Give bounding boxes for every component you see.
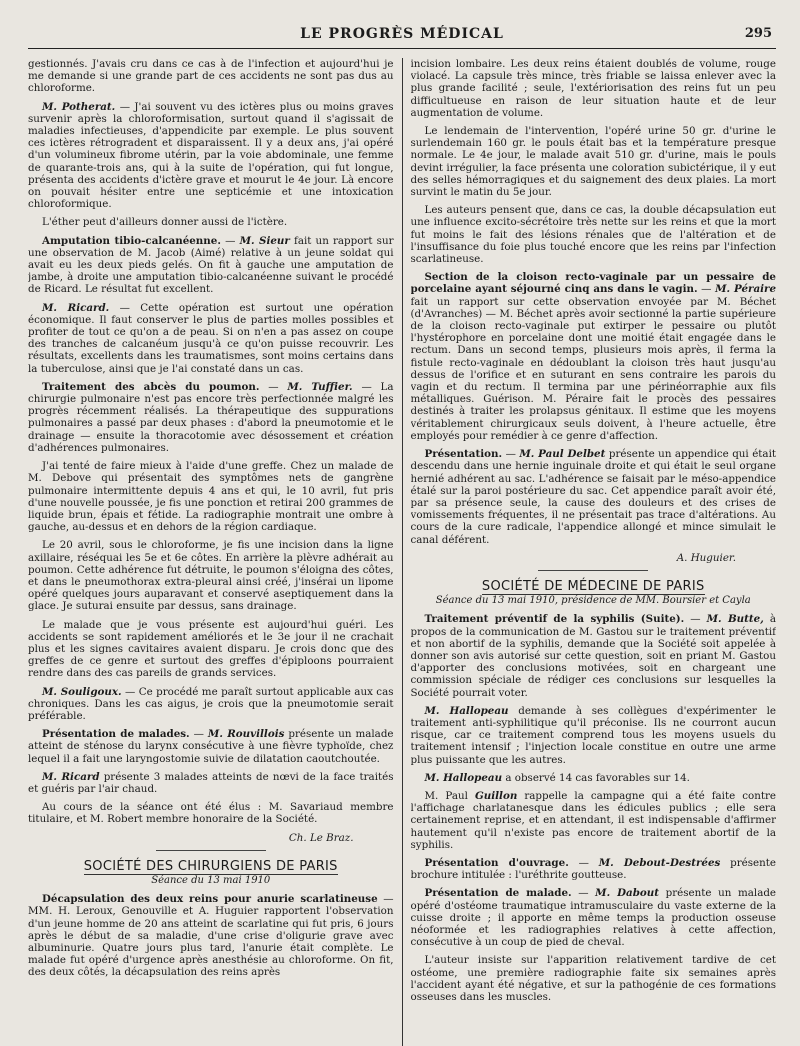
paragraph-text: à propos de la communication de M. Gastou sur le traitement préventif et non abortif de la syphilis, demande que la Société soit appelée à donner son avis autorisé sur cette question, soit en priant M. Gastou d'apporter des conclusions motivées, soit en chargeant une commission spéciale de rédiger ces conclusions sur lesquelles la Société pourrait voter.: [410, 613, 776, 699]
section-heading: Décapsulation des deux reins pour anurie scarlatineuse: [42, 893, 378, 906]
paragraph: Le malade que je vous présente est aujourd'hui guéri. Les accidents se sont rapidement améliorés et le 3e jour il ne crachait plus et les signes cavitaires avaient disparu. Je crois donc que des greffes de ce genre et surtout des greffes d'épiploons pourraient rendre dans des cas pareils de grands services.: [28, 618, 394, 680]
paragraph: [411, 772, 777, 784]
session-date: Séance du 13 mai 1910, présidence de MM. Boursier et Cayla: [435, 595, 751, 607]
page-header: [28, 22, 776, 49]
section-heading: Présentation de malade.: [424, 887, 572, 900]
speaker-name: M. Tuffier.: [287, 380, 353, 393]
paragraph-text: rappelle la campagne qui a été faite contre l'affichage charlatanesque dans les édicules publics ; elle sera certainement reprise, et en attendant, il est indispensable d'affirmer hautement qu'il n'existe pas encore de traitement abortif de la syphilis.: [410, 789, 776, 851]
paragraph-text: — J'ai souvent vu des ictères plus ou moins graves survenir après la chloroformisation, surtout quand il s'agissait de maladies infectieuses, d'appendicite par exemple. Le plus souvent ces ictères rétrogradent et disparaissent. Il y a deux ans, j'ai opéré d'un volumineux fibrome utérin, par la voie abdominale, une femme de quarante-trois ans, qui à la suite de l'opération, qui fut longue, présenta des accidents d'ictère grave et mourut le 4e jour. Là encore on pouvait hésiter entre une septicémie et une intoxication chloroformique.: [28, 100, 394, 211]
speaker-name: M. Butte,: [706, 613, 764, 626]
speaker-name: M. Paul Delbet: [519, 448, 606, 461]
section-heading: Présentation de malades.: [42, 728, 190, 741]
speaker-name: M. Ricard.: [42, 301, 110, 314]
speaker-name: M. Souligoux.: [42, 685, 122, 698]
speaker-name: M. Dabout: [595, 887, 660, 900]
running-title: LE PROGRÈS MÉDICAL: [300, 26, 504, 42]
paragraph: Présentation de malades. — M. Rouvillois présente un malade atteint de sténose du larynx consécutive à une fièvre typhoïde, chez lequel il a fait une laryngostomie suivie de dilatation caoutchoutée.: [28, 728, 394, 765]
paragraph-text: présente brochure intitulée : l'uréthrite goutteuse.: [410, 856, 776, 882]
society-title: SOCIÉTÉ DES CHIRURGIENS DE PARIS: [83, 858, 338, 874]
speaker-name: M. Debout-Destrées: [598, 856, 721, 869]
paragraph: Présentation. — M. Paul Delbet présente un appendice qui était descendu dans une hernie inguinale droite et qui était le seul organe hernié adhérent au sac. L'adhérence se faisait par le méso-appendice étalé sur la paroi postérieure du sac. Cet appendice paraît avoir été, par sa présence seule, la cause des douleurs et des crises de vomissements fréquentes, il ne présentait pas trace d'altérations. Au cours de la cure radicale, l'appendice allongé et mince simulait le canal déférent.: [410, 448, 776, 546]
section-heading: Traitement préventif de la syphilis (Suite).: [424, 613, 685, 626]
paragraph: [28, 302, 394, 375]
speaker-name: M. Sieur: [239, 234, 290, 247]
paragraph: J'ai tenté de faire mieux à l'aide d'une greffe. Chez un malade de M. Debove qui présentait des symptômes nets de gangrène pulmonaire intermittente depuis 4 ans et qui, le 10 avril, fut pris d'une nouvelle poussée, je fis une ponction et retirai 200 grammes de liquide brun, épais et fétide. La radiographie montrait une ombre à gauche, au-dessus et en dehors de la région cardiaque.: [28, 460, 394, 534]
column-divider: [402, 58, 403, 1046]
paragraph-text: a observé 14 cas favorables sur 14.: [502, 771, 690, 784]
speaker-name: M. Potherat.: [42, 100, 116, 113]
section-heading: Amputation tibio-calcanéenne.: [42, 234, 221, 247]
paragraph-text: présente un malade opéré d'ostéome traumatique intramusculaire du vaste externe de la cuisse droite ; il apporte en même temps la production osseuse néoformée et les radiographies relatives à cette affection, consécutive à un coup de pied de cheval.: [410, 887, 776, 949]
paragraph-text: fait un rapport sur cette observation envoyée par M. Béchet (d'Avranches) — M. Béchet après avoir sectionné la partie supérieure de la cloison recto-vaginale put extirper le pessaire ou plutôt l'hystérophore en porcelaine dont une moitié était engagée dans le rectum. Dans un second temps, plusieurs mois après, il ferma la fistule recto-vaginale en dédoublant la cloison très haut jusqu'au dessus de l'orifice et en suturant en sens contraire les parois du vagin et du rectum. Il termina par une périnéorraphie aux fils métalliques. Guérison. M. Péraire fait le procès des pessaires destinés à traiter les prolapsus génitaux. Il estime que les moyens véritablement chirurgicaux seuls doivent, à l'heure actuelle, être employés pour remédier à ce genre d'affection.: [410, 295, 776, 442]
paragraph: [28, 893, 394, 978]
speaker-name: M. Ricard: [42, 770, 100, 783]
paragraph-text: présente un appendice qui était descendu dans une hernie inguinale droite et qui était le seul organe hernié adhérent au sac. L'adhérence se faisait par le méso-appendice étalé sur la paroi postérieure du sac. Cet appendice paraît avoir été, par sa présence seule, la cause des douleurs et des crises de vomissements fréquentes, il ne présentait pas trace d'altérations. Au cours de la cure radicale, l'appendice allongé et mince simulait le canal déférent.: [410, 448, 776, 546]
paragraph: Traitement des abcès du poumon. — M. Tuffier. — La chirurgie pulmonaire n'est pas encore très perfectionnée malgré les progrès récemment réalisés. La thérapeutique des suppurations pulmonaires a passé par deux phases : d'abord la pneumotomie et le drainage — ensuite la thoracotomie avec désossement et création d'adhérences pulmonaires.: [28, 380, 394, 454]
right-column: [411, 58, 777, 1046]
paragraph: [411, 705, 777, 766]
speaker-name: M. Péraire: [715, 283, 776, 296]
paragraph-text: présente un malade atteint de sténose du larynx consécutive à une fièvre typhoïde, chez lequel il a fait une laryngostomie suivie de dilatation caoutchoutée.: [28, 728, 394, 765]
signature: A. Huguier.: [676, 551, 736, 564]
paragraph-text: présente 3 malades atteints de nœvi de la face traités et guéris par l'air chaud.: [28, 770, 394, 795]
paragraph: Traitement préventif de la syphilis (Suite). — M. Butte, à propos de la communication de M. Gastou sur le traitement préventif et non abortif de la syphilis, demande que la Société soit appelée à donner son avis autorisé sur cette question, soit en priant M. Gastou d'apporter des conclusions motivées, soit en chargeant une commission spéciale de rédiger ces conclusions sur lesquelles la Société pourrait voter.: [410, 613, 776, 699]
two-column-body: [28, 58, 776, 1046]
paragraph: Au cours de la séance ont été élus : M. Savariaud membre titulaire, et M. Robert membre honoraire de la Société.: [28, 801, 394, 826]
paragraph: Présentation d'ouvrage. — M. Debout-Destrées présente brochure intitulée : l'uréthrite goutteuse.: [410, 856, 776, 882]
society-title: SOCIÉTÉ DE MÉDECINE DE PARIS: [481, 578, 705, 594]
paragraph: L'auteur insiste sur l'apparition relativement tardive de cet ostéome, une première radiographie faite six semaines après l'accident ayant été négative, et sur la pathogénie de ces formations osseuses dans les muscles.: [410, 954, 776, 1004]
session-date: Séance du 13 mai 1910: [151, 874, 271, 886]
speaker-name: M. Rouvillois: [207, 728, 285, 741]
section-heading: Présentation d'ouvrage.: [424, 856, 569, 869]
left-column: [28, 58, 394, 1046]
speaker-name: Guillon: [474, 789, 518, 802]
paragraph: Le lendemain de l'intervention, l'opéré urine 50 gr. d'urine le surlendemain 160 gr. le pouls était bas et la température presque normale. Le 4e jour, le malade avait 510 gr. d'urine, mais le pouls devint irrégulier, la face présenta une coloration subictérique, il y eut des selles hémorragiques et du saignement des deux plaies. La mort survint le matin du 5e jour.: [410, 125, 776, 199]
paragraph-text: — Cette opération est surtout une opération économique. Il faut conserver le plus de parties molles possibles et profiter de tout ce qu'on a de peau. Si on n'en a pas assez on coupe des tranches de calcanéum jusqu'à ce qu'on puisse recouvrir. Les résultats, excellents dans les traumatismes, sont moins certains dans la tuberculose, ainsi que je l'ai constaté dans un cas.: [28, 301, 394, 375]
page-number: 295: [744, 26, 772, 41]
paragraph: [28, 101, 394, 211]
paragraph: gestionnés. J'avais cru dans ce cas à de l'infection et aujourd'hui je me demande si une grande part de ces accidents ne sont pas dus au chloroforme.: [28, 58, 394, 95]
paragraph: [28, 686, 394, 723]
signature: Ch. Le Braz.: [288, 831, 354, 844]
speaker-name: M. Hallopeau: [424, 771, 503, 784]
paragraph-text: demande à ses collègues d'expérimenter le traitement anti-syphilitique qu'il préconise. Ils ne courront aucun risque, car ce traitement comprend tous les moyens usuels du traitement intensif ; l'injection locale constitue en outre une arme plus puissante que les autres.: [410, 704, 776, 766]
paragraph: incision lombaire. Les deux reins étaient doublés de volume, rouge violacé. La capsule très mince, très friable se laissa enlever avec la plus grande facilité ; seule, l'extériorisation des reins fut un peu difficultueuse en raison de leur situation haute et de leur augmentation de volume.: [410, 58, 776, 119]
divider: [538, 570, 648, 571]
paragraph: L'éther peut d'ailleurs donner aussi de l'ictère.: [42, 216, 288, 229]
section-heading: Présentation.: [424, 448, 503, 461]
section-heading: Traitement des abcès du poumon.: [42, 380, 260, 393]
paragraph-text: fait un rapport sur une observation de M. Jacob (Aimé) relative à un jeune soldat qui avait eu les deux pieds gelés. On fit à gauche une amputation de jambe, à droite une amputation tibio-calcanéenne suivant le procédé de Ricard. Le résultat fut excellent.: [28, 234, 394, 296]
paragraph: Présentation de malade. — M. Dabout présente un malade opéré d'ostéome traumatique intramusculaire du vaste externe de la cuisse droite ; il apporte en même temps la production osseuse néoformée et les radiographies relatives à cette affection, consécutive à un coup de pied de cheval.: [410, 887, 776, 949]
paragraph: Les auteurs pensent que, dans ce cas, la double décapsulation eut une influence excito-sécrétoire très nette sur les reins et que la mort fut moins le fait des lésions rénales que de l'altération et de l'insuffisance du foie plus touché encore que les reins par l'infection scarlatineuse.: [410, 204, 776, 266]
paragraph: [28, 771, 394, 795]
paragraph: Le 20 avril, sous le chloroforme, je fis une incision dans la ligne axillaire, réséquai les 5e et 6e côtes. En arrière la plèvre adhérait au poumon. Cette adhérence fut détruite, le poumon s'éloigna des côtes, et dans le pneumothorax extra-pleural ainsi créé, j'insérai un lipome opéré quelques jours auparavant et conservé aseptiquement dans la glace. Je suturai ensuite par dessus, sans drainage.: [28, 539, 394, 613]
paragraph-text: — La chirurgie pulmonaire n'est pas encore très perfectionnée malgré les progrès récemment réalisés. La thérapeutique des suppurations pulmonaires a passé par deux phases : d'abord la pneumotomie et le drainage — ensuite la thoracotomie avec désossement et création d'adhérences pulmonaires.: [28, 380, 394, 454]
paragraph: Section de la cloison recto-vaginale par un pessaire de porcelaine ayant séjourné cinq ans dans le vagin. — M. Péraire fait un rapport sur cette observation envoyée par M. Béchet (d'Avranches) — M. Béchet après avoir sectionné la partie supérieure de la cloison recto-vaginale put extirper le pessaire ou plutôt l'hystérophore en porcelaine dont une moitié était engagée dans le rectum. Dans un second temps, plusieurs mois après, il ferma la fistule recto-vaginale en dédoublant la cloison très haut jusqu'au dessus de l'orifice et en suturant en sens contraire les parois du vagin et du rectum. Il termina par une périnéorraphie aux fils métalliques. Guérison. M. Péraire fait le procès des pessaires destinés à traiter les prolapsus génitaux. Il estime que les moyens véritablement chirurgicaux seuls doivent, à l'heure actuelle, être employés pour remédier à ce genre d'affection.: [410, 271, 776, 442]
paragraph: Amputation tibio-calcanéenne. — M. Sieur fait un rapport sur une observation de M. Jacob (Aimé) relative à un jeune soldat qui avait eu les deux pieds gelés. On fit à gauche une amputation de jambe, à droite une amputation tibio-calcanéenne suivant le procédé de Ricard. Le résultat fut excellent.: [28, 234, 394, 296]
paragraph-text: — Ce procédé me paraît surtout applicable aux cas chroniques. Dans les cas aigus, je crois que la pneumotomie serait préférable.: [28, 685, 394, 722]
section-heading: Section de la cloison recto-vaginale par un pessaire de porcelaine ayant séjourné cinq ans dans le vagin.: [410, 271, 776, 296]
paragraph-text: — MM. H. Leroux, Genouville et A. Huguier rapportent l'observation d'un jeune homme de 20 ans atteint de scarlatine qui fut pris, 6 jours après le début de sa maladie, d'une crise d'oligurie grave avec albuminurie. Quatre jours plus tard, l'anurie était complète. Le malade fut opéré d'urgence après anesthésie au chloroforme. On fit, des deux côtés, la décapsulation des reins après: [28, 893, 394, 979]
divider: [156, 850, 266, 851]
paragraph: [411, 790, 777, 851]
speaker-name: M. Hallopeau: [424, 704, 509, 717]
paragraph-text: M. Paul: [424, 789, 475, 802]
